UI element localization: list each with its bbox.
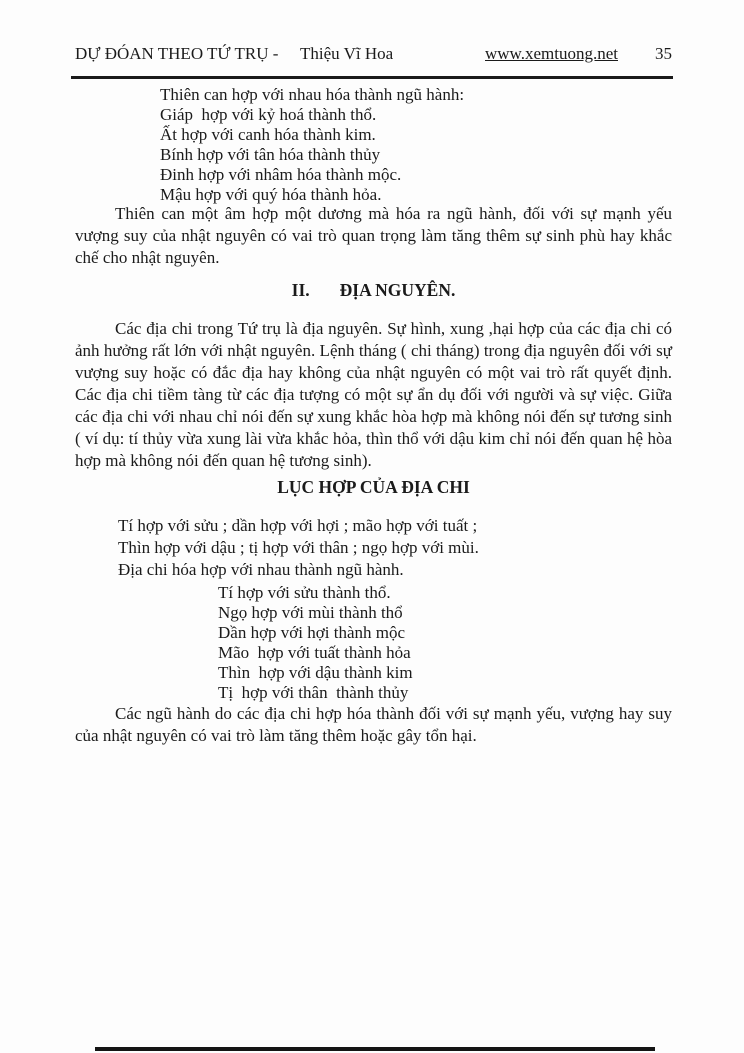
paragraph-dia-chi: Các địa chi trong Tứ trụ là địa nguyên. Sự hình, xung ,hại hợp của các địa chi có ảnh hưởng rất lớn với nhật nguyên. Lệnh tháng ( chi tháng) trong địa nguyên đối với sự vượng suy hoặc có đắc địa hay không của nhật nguyên có một vai trò rất quyết định. Các địa chi tiềm tàng từ các địa tượng có một sự ẩn dụ đối với người và sự việc. Giữa các địa chi với nhau chỉ nói đến sự xung khắc hòa hợp mà không nói đến sự tương sinh ( ví dụ: tí thủy vừa xung lài vừa khắc hỏa, thìn thổ với dậu kim chỉ nói đến quan hệ hòa hợp mà không nói đến quan hệ tương sinh). [75, 319, 672, 470]
list-line: Ất hợp với canh hóa thành kim. [160, 125, 376, 144]
section-number: II. [291, 280, 310, 300]
list-line: Tị hợp với thân thành thủy [218, 683, 409, 702]
list-line: Mão hợp với tuất thành hỏa [218, 643, 411, 662]
list-line: Ngọ hợp với mùi thành thổ [218, 603, 403, 622]
list-line: Địa chi hóa hợp với nhau thành ngũ hành. [118, 560, 404, 579]
section-heading-dia-nguyen [75, 280, 672, 301]
list-line: Thiên can hợp với nhau hóa thành ngũ hành: [160, 85, 465, 104]
website-link: www.xemtuong.net [485, 44, 618, 63]
page-content [75, 0, 672, 1053]
heavenly-stems-list [160, 85, 464, 205]
page-number: 35 [655, 44, 672, 63]
paragraph-ngu-hanh: Các ngũ hành do các địa chi hợp hóa thành đối với sự mạnh yếu, vượng hay suy của nhật nguyên có vai trò làm tăng thêm hoặc gây tổn hại. [75, 704, 672, 745]
list-line: Dần hợp với hợi thành mộc [218, 623, 406, 642]
scan-edge-artifact [95, 1047, 655, 1051]
branch-pairs-list [118, 515, 479, 581]
heading-luc-hop: LỤC HỢP CỦA ĐỊA CHI [277, 477, 470, 497]
list-line: Mậu hợp với quý hóa thành hỏa. [160, 185, 382, 204]
list-line: Giáp hợp với kỷ hoá thành thổ. [160, 105, 377, 124]
list-line: Bính hợp với tân hóa thành thủy [160, 145, 381, 164]
paragraph-thien-can: Thiên can một âm hợp một dương mà hóa ra ngũ hành, đối với sự mạnh yếu vượng suy của nhật nguyên có vai trò quan trọng làm tăng thêm sự sinh phù hay khắc chế cho nhật nguyên. [75, 204, 672, 267]
section-title: ĐỊA NGUYÊN. [339, 280, 456, 300]
list-line: Thìn hợp với dậu ; tị hợp với thân ; ngọ hợp với mùi. [118, 538, 479, 557]
list-line: Thìn hợp với dậu thành kim [218, 663, 413, 682]
author-name: Thiệu Vĩ Hoa [300, 44, 394, 63]
branch-combinations-list [218, 583, 413, 703]
book-title: DỰ ĐÓAN THEO TỨ TRỤ - [75, 44, 279, 63]
list-line: Đinh hợp với nhâm hóa thành mộc. [160, 165, 402, 184]
list-line: Tí hợp với sửu thành thổ. [218, 583, 391, 602]
list-line: Tí hợp với sửu ; dần hợp với hợi ; mão hợp với tuất ; [118, 516, 478, 535]
